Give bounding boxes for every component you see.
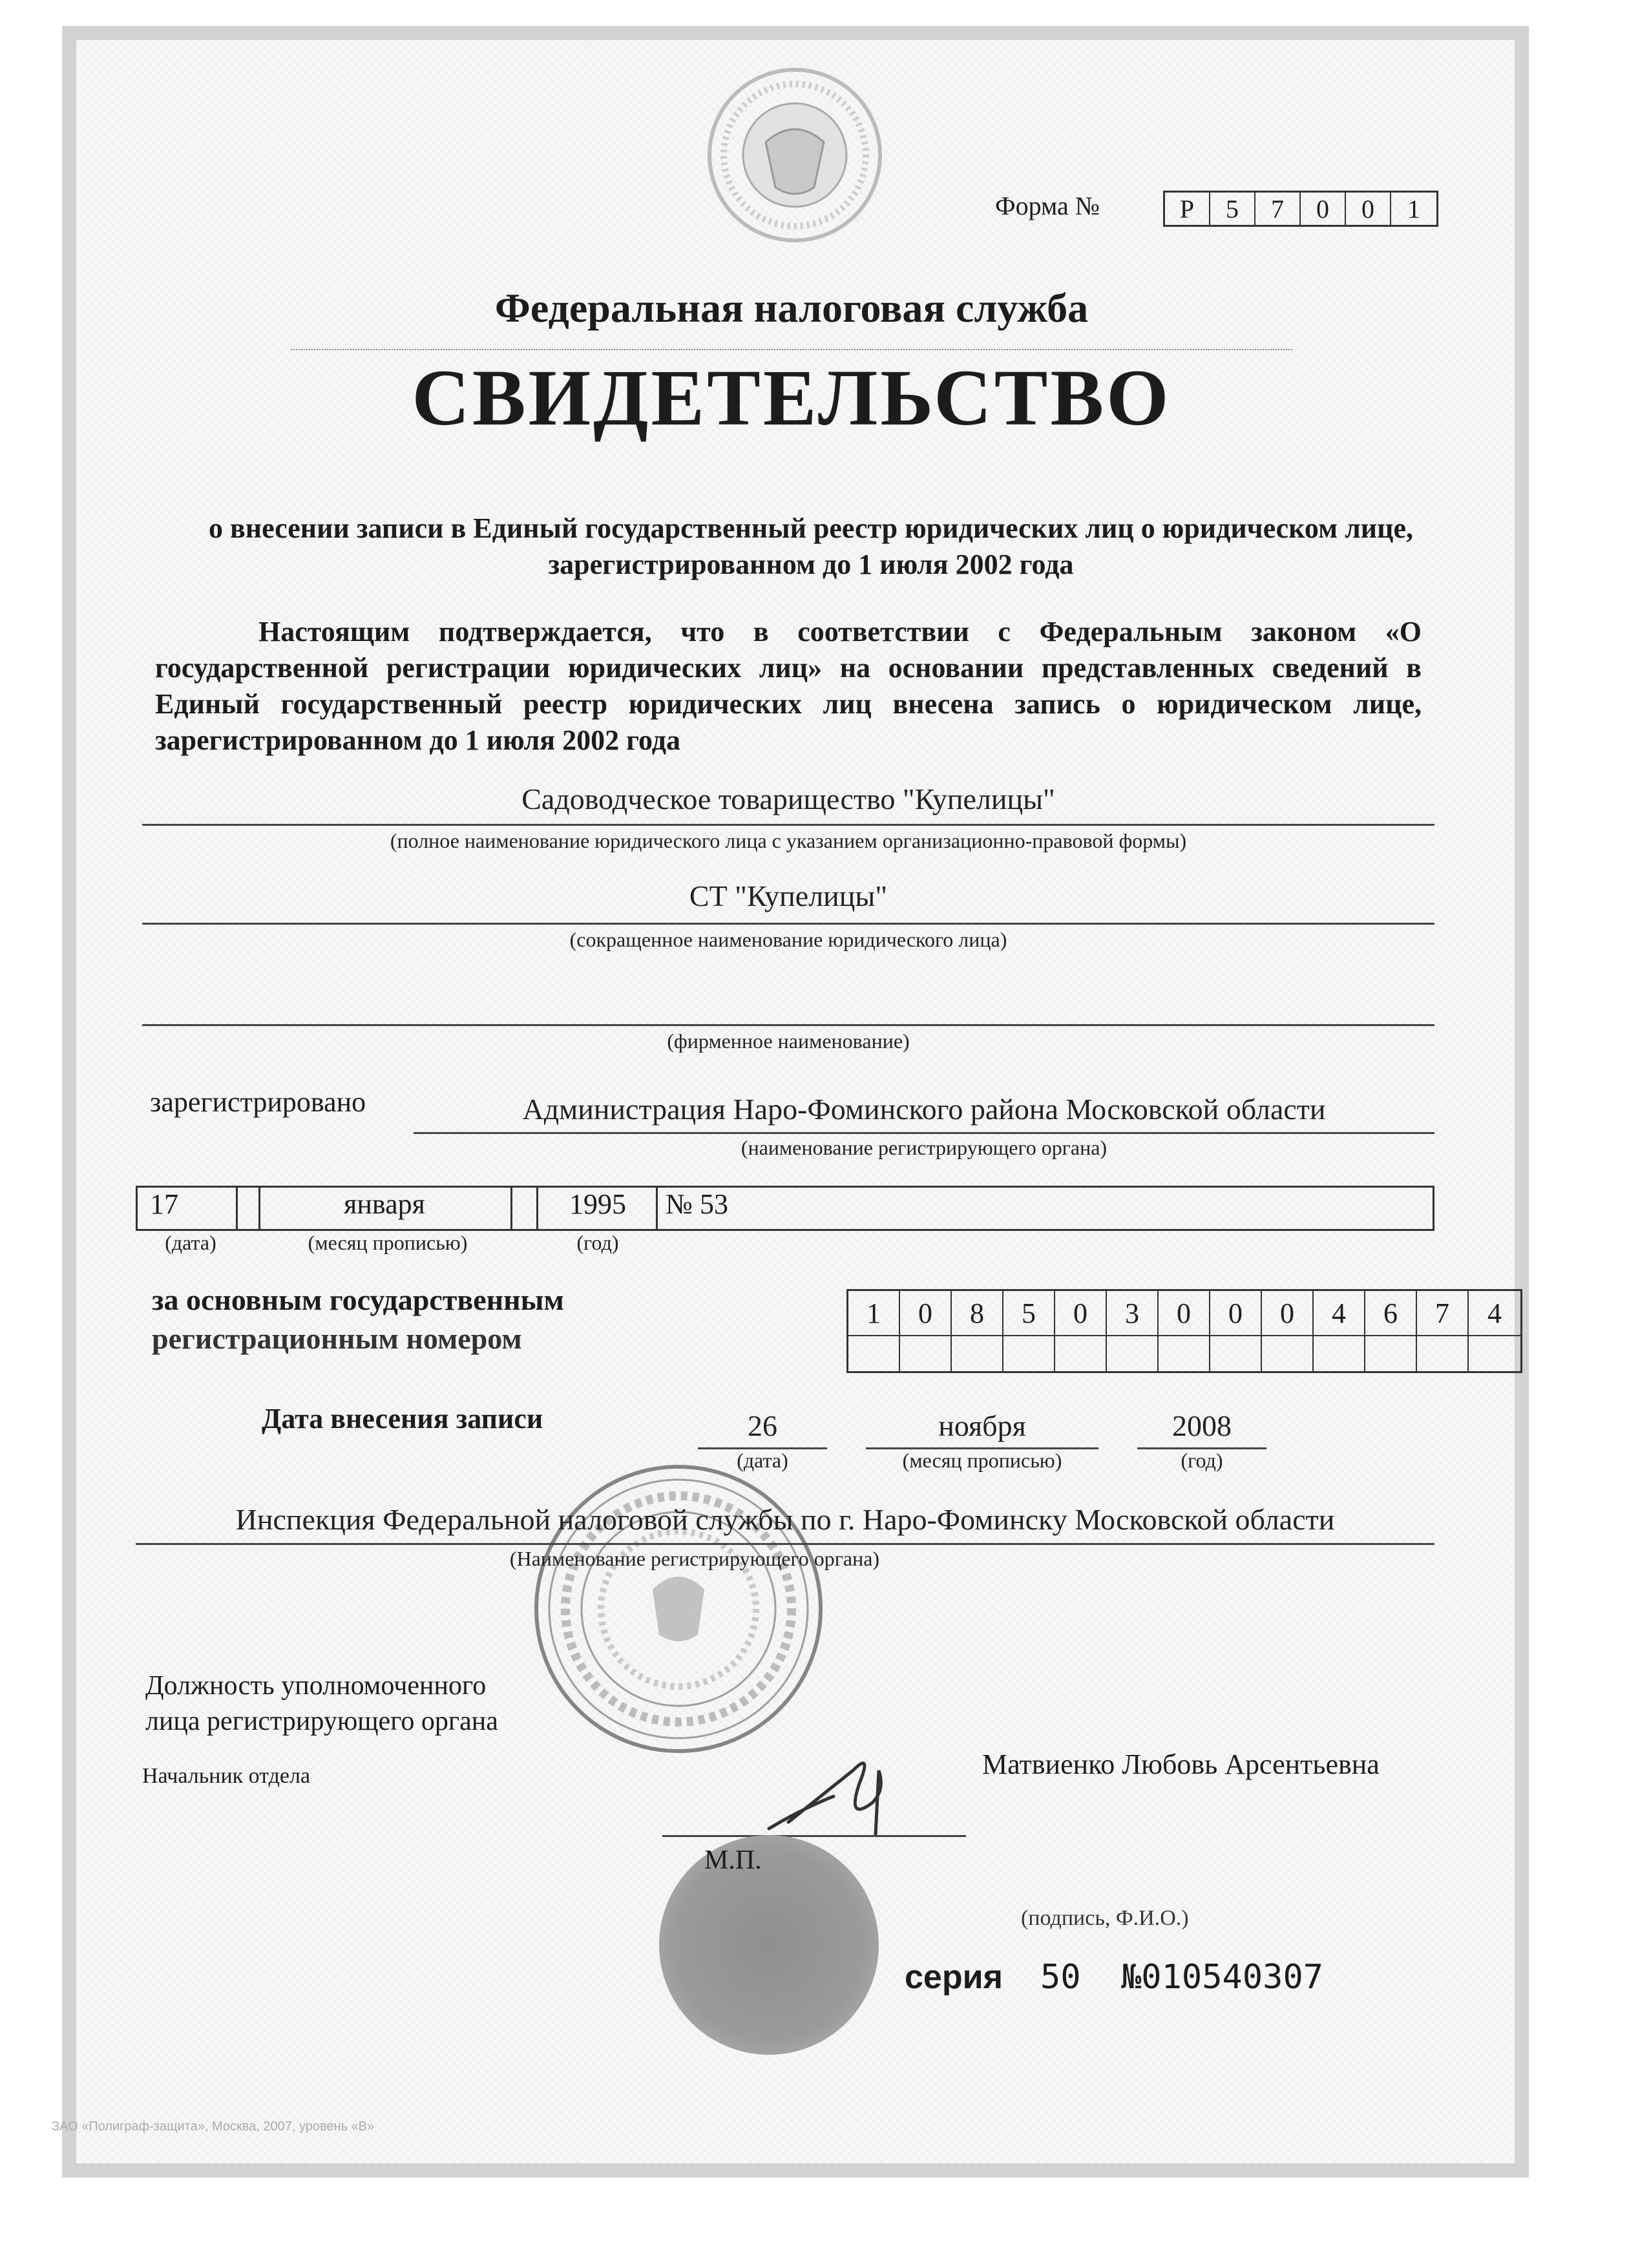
day-divider — [236, 1186, 238, 1231]
entry-day-caption: (дата) — [737, 1449, 788, 1472]
ogrn-label-line1: за основным государственным — [152, 1283, 564, 1316]
document-title: СВИДЕТЕЛЬСТВО — [412, 353, 1171, 442]
emblem-icon — [704, 65, 885, 246]
full-name-caption: (полное наименование юридического лица с указанием организационно-правовой формы) — [390, 829, 1187, 852]
series-label: серия — [905, 1958, 1003, 1996]
signature-caption: (подпись, Ф.И.О.) — [1021, 1906, 1189, 1930]
authority-line — [414, 1132, 1434, 1134]
ogrn-digit: 8 — [952, 1291, 1002, 1336]
registration-day: 17 — [150, 1188, 178, 1220]
form-number-digit: Р — [1165, 193, 1210, 225]
ogrn-digit-cell — [1314, 1291, 1365, 1371]
ogrn-digit-cell — [900, 1291, 952, 1371]
ogrn-digit: 0 — [1210, 1291, 1261, 1336]
entry-month-caption: (месяц прописью) — [902, 1449, 1062, 1472]
ogrn-digit-cell — [1365, 1291, 1417, 1371]
inspection-name: Инспекция Федеральной налоговой службы по г. Наро-Фоминску Московской области — [235, 1503, 1335, 1536]
ogrn-digit: 3 — [1107, 1291, 1157, 1336]
entry-day: 26 — [748, 1409, 777, 1442]
form-label: Форма № — [995, 191, 1100, 220]
ogrn-digit-cell — [1055, 1291, 1107, 1371]
registration-month: января — [344, 1188, 425, 1220]
year-divider — [656, 1186, 658, 1231]
entity-short-name: СТ "Купелицы" — [689, 879, 888, 912]
serial-number: №010540307 — [1121, 1958, 1324, 1997]
ogrn-digit: 0 — [1055, 1291, 1106, 1336]
month-divider — [510, 1186, 512, 1231]
ogrn-digit-cell — [1003, 1291, 1055, 1371]
position-label-line1: Должность уполномоченного — [145, 1671, 487, 1701]
ogrn-digit-cell — [848, 1291, 900, 1371]
position-label-line2: лица регистрирующего органа — [145, 1706, 498, 1736]
year-caption: (год) — [576, 1231, 619, 1254]
entity-full-name: Садоводческое товарищество "Купелицы" — [521, 782, 1055, 815]
registered-label: зарегистрировано — [150, 1086, 366, 1118]
ogrn-digit-cell — [952, 1291, 1003, 1371]
document-subtitle: о внесении записи в Единый государственный реестр юридических лиц о юридическом лице, зарегистрированном до 1 июля 2002 года — [209, 512, 1413, 580]
ogrn-digit-cell — [1159, 1291, 1210, 1371]
registration-number: № 53 — [666, 1188, 728, 1220]
stamp-place-label: М.П. — [704, 1845, 762, 1875]
form-number-digit: 0 — [1301, 193, 1346, 225]
certification-text: Настоящим подтверждается, что в соответствии с Федеральным законом «О государственной регистрации юридических лиц» на основании представленных сведений в Единый государственный реестр юридических лиц внесена запись о юридическом лице, зарегистрированном до 1 июля 2002 года — [155, 616, 1422, 756]
inspection-caption: (Наименование регистрирующего органа) — [509, 1547, 880, 1570]
stamp-place-circle — [659, 1835, 879, 2055]
ogrn-digit: 0 — [900, 1291, 951, 1336]
day-caption: (дата) — [165, 1231, 216, 1254]
ogrn-cells — [846, 1289, 1522, 1373]
ogrn-digit: 0 — [1159, 1291, 1209, 1336]
full-name-line — [142, 824, 1434, 826]
authority-caption: (наименование регистрирующего органа) — [740, 1136, 1108, 1159]
entry-year-caption: (год) — [1181, 1449, 1223, 1472]
ogrn-label-line2: регистрационным номером — [152, 1322, 522, 1355]
ogrn-digit-cell — [1262, 1291, 1314, 1371]
firm-name-line — [142, 1024, 1434, 1026]
registration-year: 1995 — [569, 1188, 626, 1220]
printer-note: ЗАО «Полиграф-защита», Москва, 2007, уровень «В» — [52, 2119, 375, 2134]
ogrn-digit-cell — [1107, 1291, 1159, 1371]
form-number-digit: 7 — [1255, 193, 1301, 225]
firm-name-caption: (фирменное наименование) — [667, 1029, 910, 1053]
signatory-name: Матвиенко Любовь Арсентьевна — [982, 1748, 1380, 1780]
signature-mark — [762, 1732, 905, 1848]
form-number-cells — [1163, 191, 1438, 227]
ogrn-digit: 5 — [1003, 1291, 1054, 1336]
registering-authority: Администрация Наро-Фоминского района Московской области — [522, 1093, 1326, 1126]
entry-year: 2008 — [1172, 1409, 1232, 1442]
ogrn-digit: 0 — [1262, 1291, 1312, 1336]
ogrn-digit-cell — [1210, 1291, 1262, 1371]
entry-date-label: Дата внесения записи — [262, 1403, 543, 1434]
short-name-caption: (сокращенное наименование юридического лица) — [569, 928, 1007, 951]
position-value: Начальник отдела — [142, 1764, 311, 1788]
inspection-line — [136, 1543, 1434, 1545]
ogrn-digit: 1 — [848, 1291, 899, 1336]
ogrn-digit: 7 — [1417, 1291, 1467, 1336]
form-number-digit: 1 — [1407, 194, 1420, 224]
agency-underline — [291, 349, 1292, 350]
agency-name: Федеральная налоговая служба — [494, 285, 1089, 331]
ogrn-digit: 6 — [1365, 1291, 1416, 1336]
ogrn-digit-cell — [1417, 1291, 1469, 1371]
ogrn-digit-cell — [1469, 1291, 1520, 1371]
entry-month: ноября — [938, 1409, 1026, 1442]
signature-line — [662, 1835, 966, 1837]
month-caption: (месяц прописью) — [308, 1231, 468, 1254]
month-divider-2 — [536, 1186, 538, 1231]
short-name-line — [142, 923, 1434, 925]
ogrn-digit: 4 — [1469, 1291, 1520, 1336]
form-number-digit: 5 — [1210, 193, 1255, 225]
form-number-digit: 0 — [1346, 193, 1391, 225]
series-value: 50 — [1040, 1958, 1081, 1997]
ogrn-digit: 4 — [1314, 1291, 1364, 1336]
